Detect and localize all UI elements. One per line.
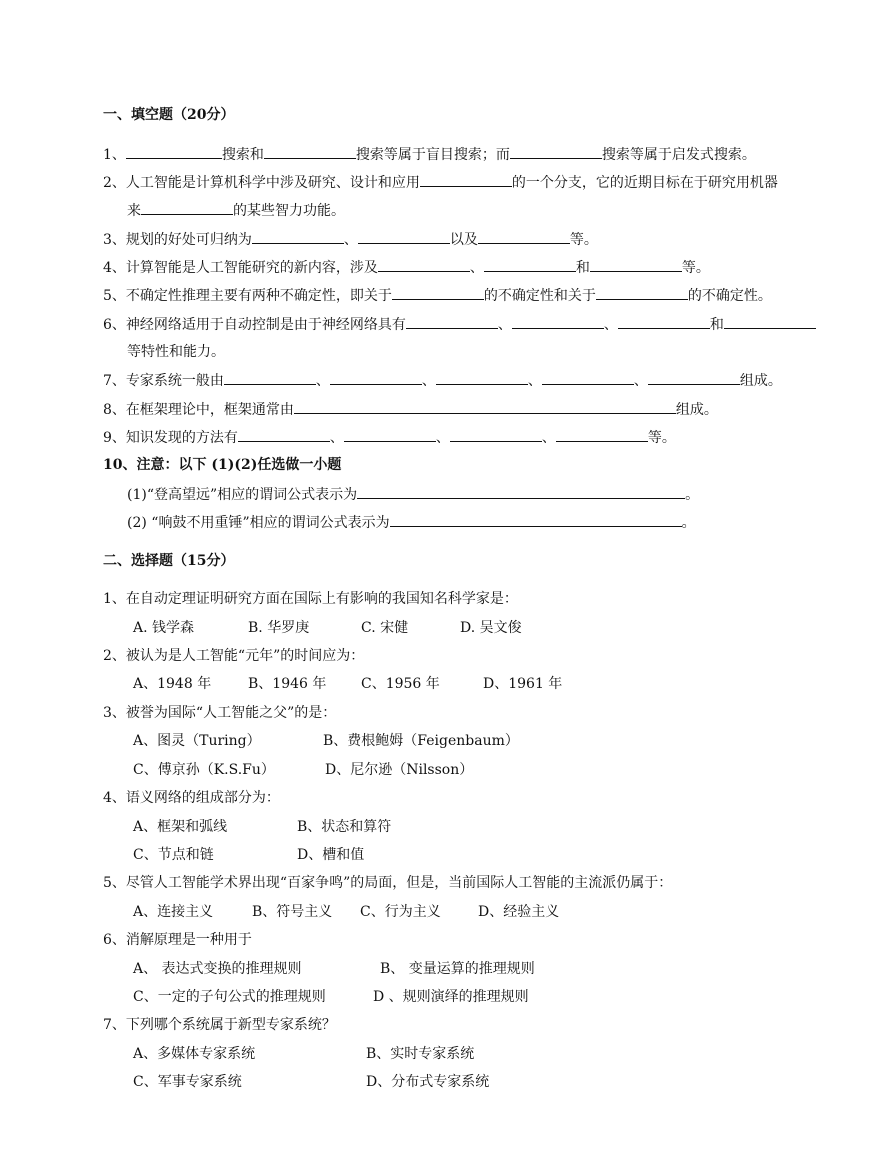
q10-line: 10、注意：以下 (1)(2)任选做一小题	[103, 457, 342, 473]
q9-line: 9、知识发现的方法有 、 、 、 等。	[103, 430, 676, 446]
mc-option[interactable]: C、1956 年	[361, 676, 440, 692]
q10-sub2: (2) “响鼓不用重锤”相应的谓词公式表示为 。	[127, 515, 696, 531]
mc-option[interactable]: C、行为主义	[360, 904, 441, 920]
mc-option[interactable]: C. 宋健	[361, 620, 409, 636]
answer-blank[interactable]	[556, 428, 648, 442]
answer-blank[interactable]	[392, 286, 484, 300]
answer-blank[interactable]	[378, 258, 470, 272]
mc-option[interactable]: B、费根鲍姆（Feigenbaum）	[323, 733, 519, 749]
mc-option[interactable]: A、连接主义	[133, 904, 214, 920]
q6-line-cont: 等特性和能力。	[127, 344, 225, 360]
q1-line: 1、 搜索和 搜索等属于盲目搜索；而 搜索等属于启发式搜索。	[103, 147, 756, 163]
mc-option[interactable]: A、框架和弧线	[133, 819, 228, 835]
answer-blank[interactable]	[618, 315, 710, 329]
mc-option[interactable]: B. 华罗庚	[248, 620, 310, 636]
mc-option[interactable]: A、 表达式变换的推理规则	[133, 961, 302, 977]
q10-sub1: (1)“登高望远”相应的谓词公式表示为 。	[127, 487, 700, 503]
answer-blank[interactable]	[420, 173, 512, 187]
section1-title: 一、填空题（20分）	[103, 107, 235, 123]
answer-blank[interactable]	[590, 258, 682, 272]
answer-blank[interactable]	[406, 315, 498, 329]
mc-option[interactable]: A、图灵（Turing）	[133, 733, 261, 749]
mc-option[interactable]: B、实时专家系统	[366, 1046, 475, 1062]
answer-blank[interactable]	[330, 371, 422, 385]
q6-line: 6、神经网络适用于自动控制是由于神经网络具有 、 、 和	[103, 315, 816, 334]
answer-blank[interactable]	[390, 513, 682, 527]
answer-blank[interactable]	[510, 145, 602, 159]
mc-option[interactable]: C、一定的子句公式的推理规则	[133, 989, 326, 1005]
mc-option[interactable]: D. 吴文俊	[460, 620, 522, 636]
q2-line: 2、人工智能是计算机科学中涉及研究、设计和应用 的一个分支，它的近期目标在于研究用机器	[103, 175, 778, 191]
answer-blank[interactable]	[264, 145, 356, 159]
mc-option[interactable]: D 、规则演绎的推理规则	[373, 989, 529, 1005]
mc-question-stem: 2、被认为是人工智能“元年”的时间应为：	[103, 648, 365, 664]
q7-line: 7、专家系统一般由 、 、 、 、 组成。	[103, 373, 782, 389]
mc-option[interactable]: D、1961 年	[483, 676, 563, 692]
answer-blank[interactable]	[252, 230, 344, 244]
mc-option[interactable]: D、尼尔逊（Nilsson）	[325, 762, 474, 778]
mc-option[interactable]: B、 变量运算的推理规则	[380, 961, 535, 977]
mc-question-stem: 4、语义网络的组成部分为：	[103, 790, 280, 806]
mc-question-stem: 3、被誉为国际“人工智能之父”的是：	[103, 705, 337, 721]
mc-option[interactable]: A、1948 年	[133, 676, 212, 692]
answer-blank[interactable]	[478, 230, 570, 244]
mc-option[interactable]: C、傅京孙（K.S.Fu）	[133, 762, 275, 778]
answer-blank[interactable]	[294, 400, 676, 414]
mc-question-stem: 1、在自动定理证明研究方面在国际上有影响的我国知名科学家是：	[103, 591, 518, 607]
mc-option[interactable]: A、多媒体专家系统	[133, 1046, 256, 1062]
answer-blank[interactable]	[596, 286, 688, 300]
answer-blank[interactable]	[724, 315, 816, 329]
mc-option[interactable]: B、1946 年	[248, 676, 327, 692]
mc-question-stem: 6、消解原理是一种用于	[103, 932, 252, 948]
q3-line: 3、规划的好处可归纳为 、 以及 等。	[103, 232, 598, 248]
answer-blank[interactable]	[484, 258, 576, 272]
mc-question-stem: 5、尽管人工智能学术界出现“百家争鸣”的局面，但是，当前国际人工智能的主流派仍属于：	[103, 875, 673, 891]
answer-blank[interactable]	[450, 428, 542, 442]
mc-option[interactable]: C、军事专家系统	[133, 1074, 242, 1090]
answer-blank[interactable]	[436, 371, 528, 385]
mc-question-stem: 7、下列哪个系统属于新型专家系统？	[103, 1017, 336, 1033]
answer-blank[interactable]	[224, 371, 316, 385]
q8-line: 8、在框架理论中，框架通常由 组成。	[103, 402, 718, 418]
answer-blank[interactable]	[648, 371, 740, 385]
answer-blank[interactable]	[358, 230, 450, 244]
answer-blank[interactable]	[141, 201, 233, 215]
answer-blank[interactable]	[542, 371, 634, 385]
mc-option[interactable]: D、槽和值	[297, 847, 365, 863]
q5-line: 5、不确定性推理主要有两种不确定性，即关于 的不确定性和关于 的不确定性。	[103, 288, 772, 304]
mc-option[interactable]: A. 钱学森	[133, 620, 195, 636]
answer-blank[interactable]	[344, 428, 436, 442]
mc-option[interactable]: D、经验主义	[478, 904, 560, 920]
answer-blank[interactable]	[126, 145, 222, 159]
answer-blank[interactable]	[512, 315, 604, 329]
q4-line: 4、计算智能是人工智能研究的新内容，涉及 、 和 等。	[103, 260, 710, 276]
answer-blank[interactable]	[357, 485, 685, 499]
mc-option[interactable]: B、状态和算符	[297, 819, 392, 835]
mc-option[interactable]: B、符号主义	[252, 904, 333, 920]
mc-option[interactable]: D、分布式专家系统	[366, 1074, 490, 1090]
answer-blank[interactable]	[238, 428, 330, 442]
mc-option[interactable]: C、节点和链	[133, 847, 214, 863]
section2-title: 二、选择题（15分）	[103, 553, 235, 569]
q2-line-cont: 来 的某些智力功能。	[127, 203, 345, 219]
